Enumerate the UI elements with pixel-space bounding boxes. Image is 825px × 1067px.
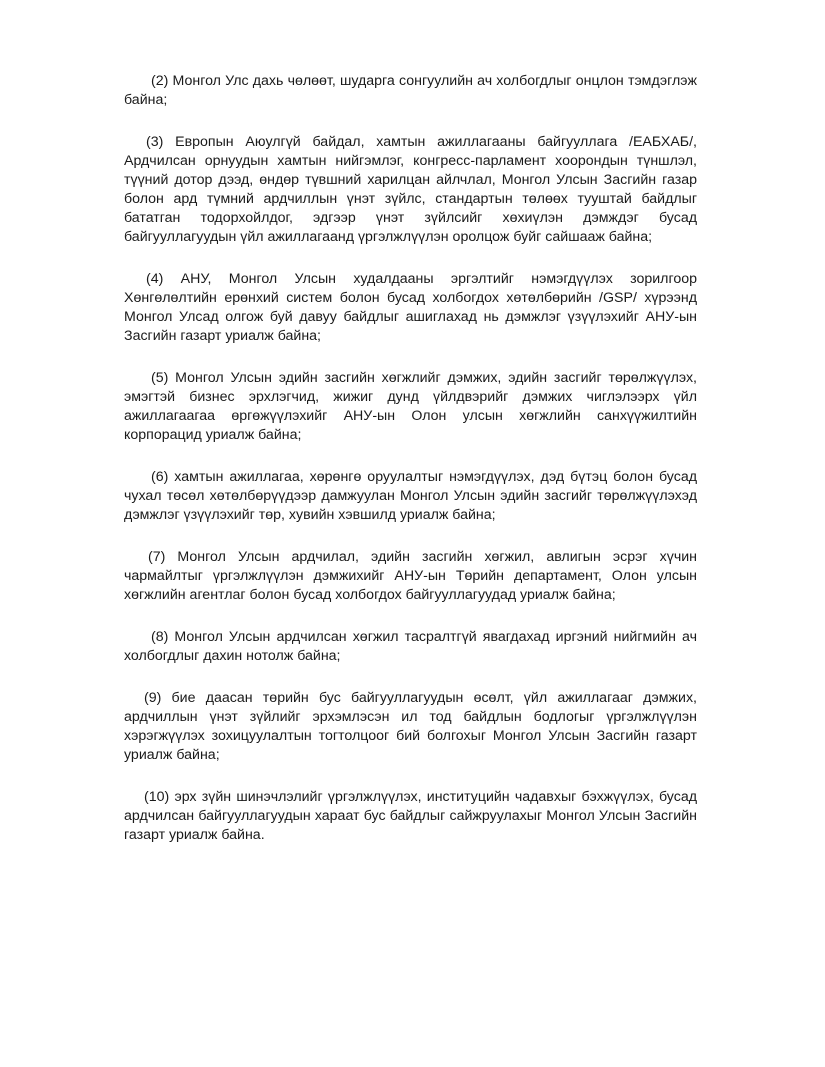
paragraph-6: (6) хамтын ажиллагаа, хөрөнгө оруулалтыг нэмэгдүүлэх, дэд бүтэц болон бусад чухал төсөл хөтөлбөрүүдээр дамжуулан Монгол Улсын эдийн засгийг төрөлжүүлэхэд дэмжлэг үзүүлэхийг төр, хувийн хэвшилд уриалж байна; — [124, 469, 697, 523]
paragraph-2: (2) Монгол Улс дахь чөлөөт, шударга сонгуулийн ач холбогдлыг онцлон тэмдэглэж байна; — [124, 73, 697, 108]
paragraph-9: (9) бие даасан төрийн бус байгууллагуудын өсөлт, үйл ажиллагааг дэмжих, ардчиллын үнэт зүйлийг эрхэмлэсэн ил тод байдлын бодлогыг үргэлжлүүлэн хэрэгжүүлэх зохицуулалтын тогтолцоог бий болгохыг Монгол Улсын Засгийн газарт уриалж байна; — [124, 690, 697, 763]
paragraph-10: (10) эрх зүйн шинэчлэлийг үргэлжлүүлэх, институцийн чадавхыг бэхжүүлэх, бусад ардчилсан байгууллагуудын хараат бус байдлыг сайжруулахыг Монгол Улсын Засгийн газарт уриалж байна. — [124, 789, 697, 843]
paragraph-7: (7) Монгол Улсын ардчилал, эдийн засгийн хөгжил, авлигын эсрэг хүчин чармайлтыг үргэлжлүүлэн дэмжихийг АНУ-ын Төрийн департамент, Олон улсын хөгжлийн агентлаг болон бусад холбогдох байгууллагуудад уриалж байна; — [124, 549, 697, 603]
document-body — [124, 72, 697, 868]
paragraph-3: (3) Европын Аюулгүй байдал, хамтын ажиллагааны байгууллага /ЕАБХАБ/, Ардчилсан орнуудын хамтын нийгэмлэг, конгресс-парламент хоорондын түншлэл, түүний дотор дээд, өндөр түвшний харилцан айлчлал, Монгол Улсын Засгийн газар болон ард түмний ардчиллын үнэт зүйлс, стандартын төлөөх тууштай байдлыг бататган тодорхойлдог, эдгээр үнэт зүйлсийг хөхиүлэн дэмждэг бусад байгууллагуудын үйл ажиллагаанд үргэлжлүүлэн оролцож буйг сайшааж байна; — [124, 134, 697, 245]
paragraph-4: (4) АНУ, Монгол Улсын худалдааны эргэлтийг нэмэгдүүлэх зорилгоор Хөнгөлөлтийн ерөнхий систем болон бусад холбогдох хөтөлбөрийн /GSP/ хүрээнд Монгол Улсад олгож буй давуу байдлыг ашиглахад нь дэмжлэг үзүүлэхийг АНУ-ын Засгийн газарт уриалж байна; — [124, 271, 697, 344]
paragraph-8: (8) Монгол Улсын ардчилсан хөгжил тасралтгүй явагдахад иргэний нийгмийн ач холбогдлыг дахин нотолж байна; — [124, 629, 697, 664]
paragraph-5: (5) Монгол Улсын эдийн засгийн хөгжлийг дэмжих, эдийн засгийг төрөлжүүлэх, эмэгтэй бизнес эрхлэгчид, жижиг дунд үйлдвэрийг дэмжих чиглэлээрх үйл ажиллагаагаа өргөжүүлэхийг АНУ-ын Олон улсын хөгжлийн санхүүжилтийн корпорацид уриалж байна; — [124, 370, 697, 443]
